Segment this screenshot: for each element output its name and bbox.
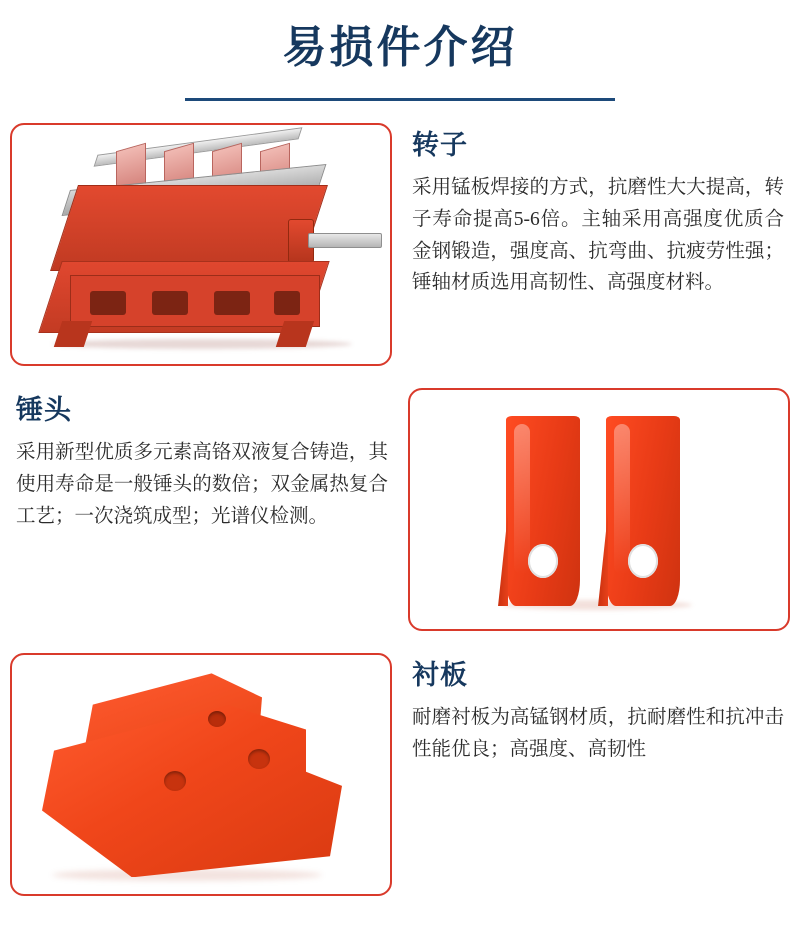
section-rotor (0, 123, 800, 366)
hammer-head-text-column (10, 388, 408, 532)
page-header (0, 0, 800, 101)
liner-plate-illustration (12, 655, 390, 894)
title-divider (185, 98, 615, 101)
hammer-head-photo-frame (408, 388, 790, 631)
rotor-text-column (392, 123, 790, 298)
rotor-body (50, 185, 328, 271)
rotor-shaft (308, 233, 382, 248)
hammer-head-bolt-hole (628, 544, 658, 578)
rotor-base-hole (214, 291, 250, 315)
liner-plate-photo-frame (10, 653, 392, 896)
hammer-head-illustration (410, 390, 788, 629)
page-title: 易损件介绍 (282, 23, 518, 72)
hammer-head-title: 锤头 (16, 395, 72, 426)
rotor-base-hole (90, 291, 126, 315)
hammer-head-piece (506, 416, 580, 606)
liner-plate-text-column (392, 653, 790, 765)
rotor-illustration (12, 125, 390, 364)
hammer-head-description: 采用新型优质多元素高铬双液复合铸造，其使用寿命是一般锤头的数倍；双金属热复合工艺；一次浇筑成型；光谱仪检测。 (16, 442, 388, 527)
hammer-head-piece (606, 416, 680, 606)
rotor-base-hole (152, 291, 188, 315)
section-hammer-head (0, 388, 800, 631)
rotor-title: 转子 (412, 130, 468, 161)
rotor-base-hole (274, 291, 300, 315)
hammer-head-bolt-hole (528, 544, 558, 578)
rotor-photo-frame (10, 123, 392, 366)
section-liner-plate (0, 653, 800, 896)
rotor-description: 采用锰板焊接的方式，抗磨性大大提高，转子寿命提高5-6倍。主轴采用高强度优质合金钢锻造，强度高、抗弯曲、抗疲劳性强；锤轴材质选用高韧性、高强度材料。 (412, 177, 784, 294)
liner-plate-front (42, 701, 342, 877)
liner-plate-description: 耐磨衬板为高锰钢材质，抗耐磨性和抗冲击性能优良；高强度、高韧性 (412, 707, 784, 760)
liner-plate-title: 衬板 (412, 660, 468, 691)
